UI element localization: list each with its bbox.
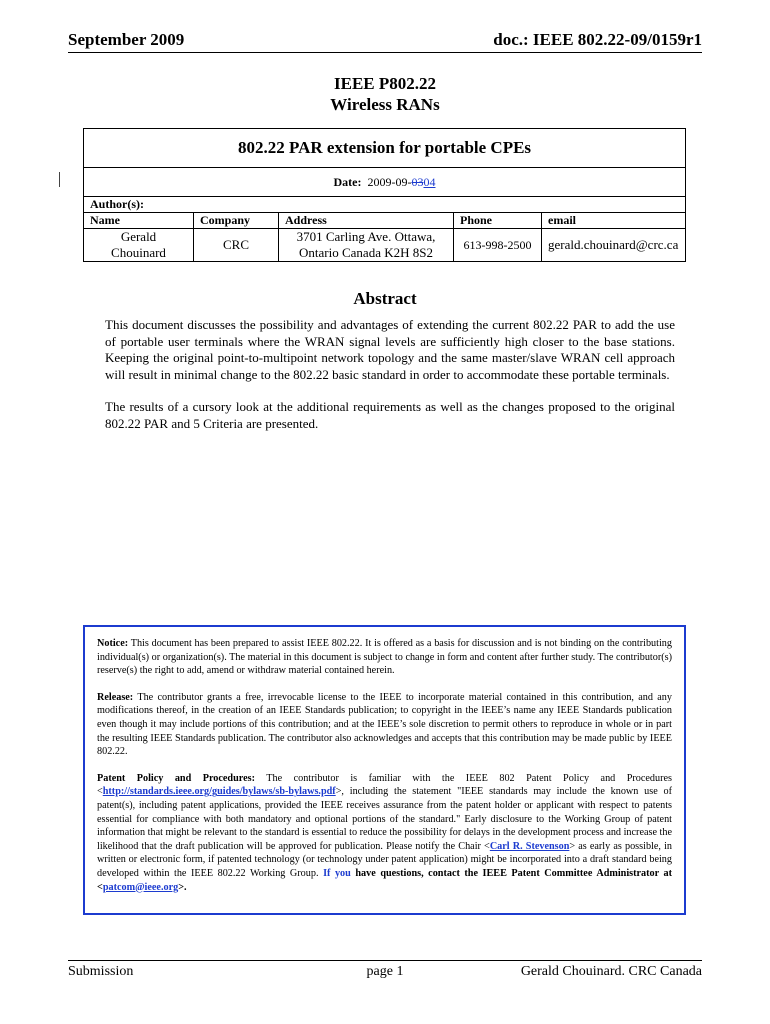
notice-label: Notice: [97, 638, 129, 649]
patcom-email-link[interactable]: patcom@ieee.org [102, 881, 179, 893]
author-name-line1: Gerald [120, 229, 157, 244]
patent-text-3: > as early as possible, in written or electronic form, if patented technology (or technology under patent application) might be incorporated into a draft standard being developed within the IEEE 802.22 Working Group. [97, 840, 672, 879]
patent-bold-text: have questions, contact the IEEE Patent Committee Administrator at < [97, 867, 673, 893]
date-deleted: 03 [411, 174, 424, 189]
footer-author: Gerald Chouinard. CRC Canada [520, 964, 702, 979]
author-address-line2: Ontario Canada K2H 8S2 [299, 245, 433, 260]
author-company: CRC [194, 229, 279, 262]
abstract-paragraph-2: The results of a cursory look at the additional requirements as well as the changes proposed to the original 802.22 PAR and 5 Criteria are presented. [105, 399, 675, 431]
patent-blue-text: If you [323, 867, 351, 879]
authors-label: Author(s): [84, 197, 686, 213]
title-block [0, 73, 770, 115]
date-prefix: 2009-09- [367, 174, 412, 189]
patent-text-2: >, including the statement "IEEE standards may include the known use of patent(s), including patent applications, provided the IEEE receives assurance from the patent holder or applicant with respect to patents essential for compliance with both mandatory and optional portions of the standard." Early disclosure to the Working Group of patent information that might be relevant to the standard is essential to reduce the possibility for delays in the development process and increase the likelihood that the draft publication will be approved for publication. Please notify the Chair < [97, 786, 672, 852]
author-address-line1: 3701 Carling Ave. Ottawa, [296, 229, 436, 244]
author-column-headers [84, 213, 686, 229]
chair-link[interactable]: Carl R. Stevenson [489, 840, 570, 852]
patent-end: >. [178, 881, 187, 893]
notice-text: This document has been prepared to assist IEEE 802.22. It is offered as a basis for discussion and is not binding on the contributing individual(s) or organization(s). The material in this document is subject to change in form and content after further study. The contributor(s) reserve(s) the right to add, amend or withdraw material contained herein. [97, 638, 672, 677]
date-label: Date: [333, 174, 362, 189]
author-name-line2: Chouinard [111, 245, 166, 260]
change-bar [59, 172, 60, 187]
document-info-table [83, 128, 686, 262]
release-label: Release: [97, 691, 134, 703]
abstract-body [105, 317, 675, 448]
column-phone: Phone [454, 213, 542, 229]
header-rule [68, 52, 702, 53]
abstract-heading: Abstract [353, 289, 417, 308]
column-name: Name [84, 213, 194, 229]
title-line1: IEEE P802.22 [333, 74, 437, 93]
patent-policy-link[interactable]: http://standards.ieee.org/guides/bylaws/sb-bylaws.pdf [102, 786, 336, 798]
author-address [279, 229, 454, 262]
author-row [84, 229, 686, 262]
date-inserted: 04 [423, 174, 436, 189]
abstract-paragraph-1: This document discusses the possibility and advantages of extending the current 802.22 PAR to add the use of portable user terminals where the WRAN signal levels are sufficiently high closer to the base stations. Keeping the original point-to-multipoint network topology and the same master/slave WRAN cell approach will result in minimal change to the 802.22 basic standard in order to accommodate these portable terminals. [105, 317, 675, 382]
notice-box [83, 625, 686, 915]
author-phone: 613-998-2500 [454, 229, 542, 262]
author-name [84, 229, 194, 262]
release-paragraph [97, 691, 672, 759]
footer-rule [68, 960, 702, 961]
header-doc-id: doc.: IEEE 802.22-09/0159r1 [493, 30, 702, 49]
patent-paragraph [97, 772, 672, 894]
document-title: 802.22 PAR extension for portable CPEs [84, 129, 686, 168]
column-company: Company [194, 213, 279, 229]
patent-text-1: The contributor is familiar with the IEEE 802 Patent Policy and Procedures < [97, 772, 672, 798]
document-date [84, 168, 686, 197]
title-line2: Wireless RANs [330, 95, 440, 114]
patent-label: Patent Policy and Procedures: [97, 772, 255, 784]
footer-page-number: page 1 [366, 964, 404, 979]
footer-submission: Submission [68, 964, 134, 979]
release-text: The contributor grants a free, irrevocable license to the IEEE to incorporate material contained in this contribution, and any modifications thereof, in the creation of an IEEE Standards publication; to copyright in the IEEE’s name any IEEE Standards publication even though it may include portions of this contribution; and at the IEEE’s sole discretion to permit others to reproduce in whole or in part the resulting IEEE Standards publication. The contributor also acknowledges and accepts that this contribution may be made public by IEEE 802.22. [97, 691, 672, 758]
header-date: September 2009 [68, 30, 185, 49]
column-email: email [542, 213, 686, 229]
author-email: gerald.chouinard@crc.ca [542, 229, 686, 262]
column-address: Address [279, 213, 454, 229]
notice-paragraph [97, 637, 672, 678]
